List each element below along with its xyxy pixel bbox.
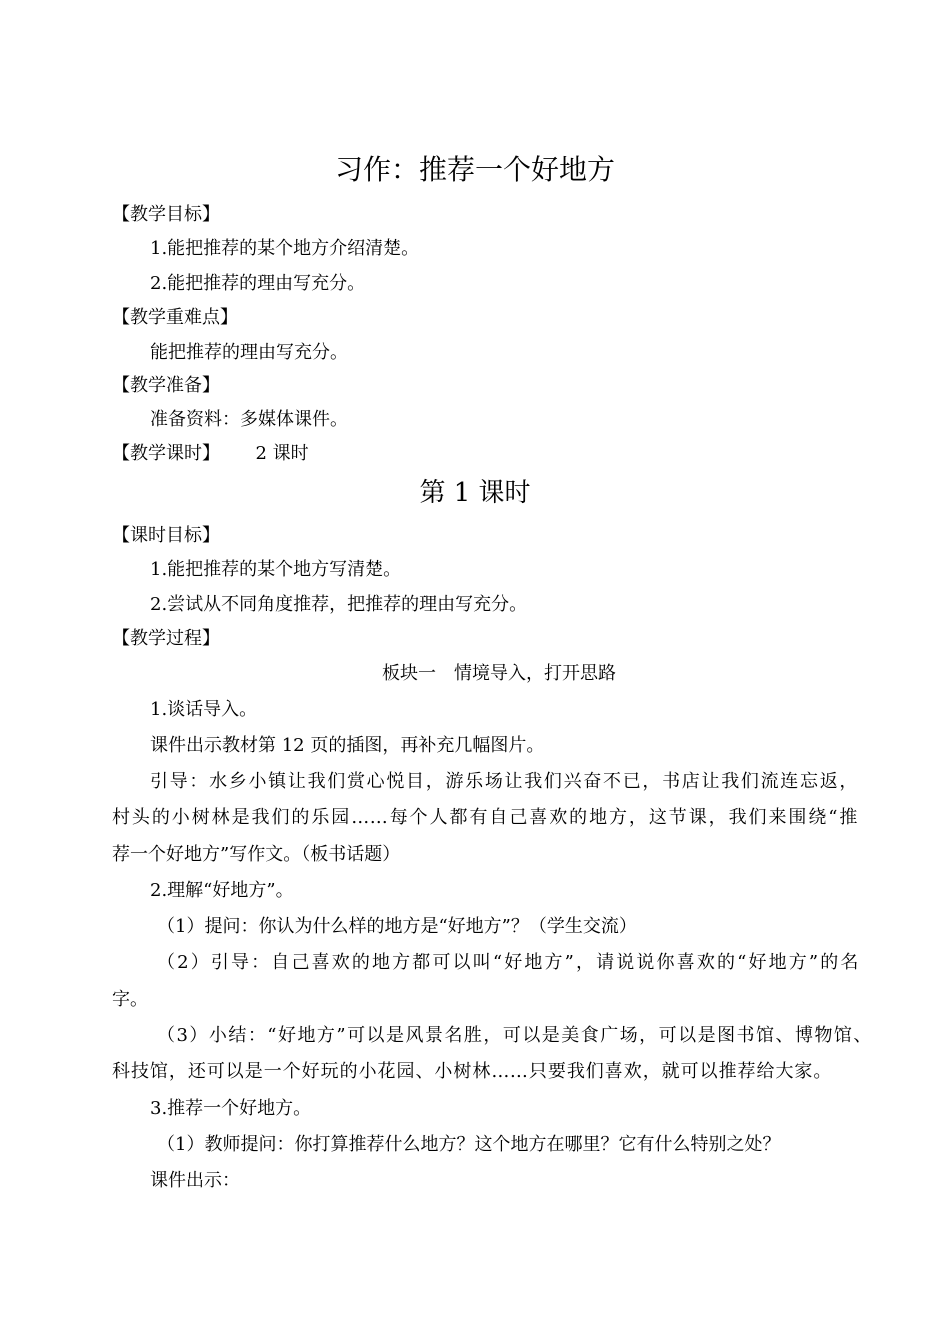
periods-heading: 【教学课时】 xyxy=(112,443,220,464)
periods-value: 2 课时 xyxy=(255,443,309,464)
periods-row xyxy=(112,442,862,466)
lesson-goal-item: 2.尝试从不同角度推荐，把推荐的理由写充分。 xyxy=(150,594,528,615)
key-points-text: 能把推荐的理由写充分。 xyxy=(150,342,348,363)
lesson-title: 第 1 课时 xyxy=(419,478,531,508)
key-points-heading: 【教学重难点】 xyxy=(112,307,238,328)
paragraph-line: （1）教师提问：你打算推荐什么地方？这个地方在哪里？它有什么特别之处？ xyxy=(157,1134,781,1155)
block-title: 板块一 情境导入，打开思路 xyxy=(382,663,616,684)
lesson-goals-heading: 【课时目标】 xyxy=(112,525,220,546)
paragraph-line: 字。 xyxy=(112,989,148,1010)
preparation-text: 准备资料：多媒体课件。 xyxy=(150,409,348,430)
paragraph-line: 引导：水乡小镇让我们赏心悦目，游乐场让我们兴奋不已，书店让我们流连忘返， xyxy=(150,771,858,792)
process-heading: 【教学过程】 xyxy=(112,628,220,649)
paragraph-line: （3）小结：“好地方”可以是风景名胜，可以是美食广场，可以是图书馆、博物馆、 xyxy=(157,1025,872,1046)
paragraph-line: 荐一个好地方”写作文。（板书话题） xyxy=(112,844,401,865)
objectives-heading: 【教学目标】 xyxy=(112,204,220,225)
paragraph-line: 1.谈话导入。 xyxy=(150,699,258,720)
paragraph-line: 村头的小树林是我们的乐园……每个人都有自己喜欢的地方，这节课，我们来围绕“推 xyxy=(112,807,858,828)
paragraph-line: （2）引导：自己喜欢的地方都可以叫“好地方”，请说说你喜欢的“好地方”的名 xyxy=(157,952,859,973)
paragraph-line: 科技馆，还可以是一个好玩的小花园、小树林……只要我们喜欢，就可以推荐给大家。 xyxy=(112,1061,832,1082)
objective-item: 2.能把推荐的理由写充分。 xyxy=(150,273,366,294)
paragraph-line: 课件出示： xyxy=(150,1170,240,1191)
paragraph-line: 3.推荐一个好地方。 xyxy=(150,1098,312,1119)
objective-item: 1.能把推荐的某个地方介绍清楚。 xyxy=(150,238,420,259)
document-title: 习作：推荐一个好地方 xyxy=(334,153,615,186)
lesson-goal-item: 1.能把推荐的某个地方写清楚。 xyxy=(150,559,402,580)
paragraph-line: 课件出示教材第 12 页的插图，再补充几幅图片。 xyxy=(150,735,545,756)
paragraph-line: （1）提问：你认为什么样的地方是“好地方”？（学生交流） xyxy=(157,916,637,937)
preparation-heading: 【教学准备】 xyxy=(112,375,220,396)
paragraph-line: 2.理解“好地方”。 xyxy=(150,880,294,901)
